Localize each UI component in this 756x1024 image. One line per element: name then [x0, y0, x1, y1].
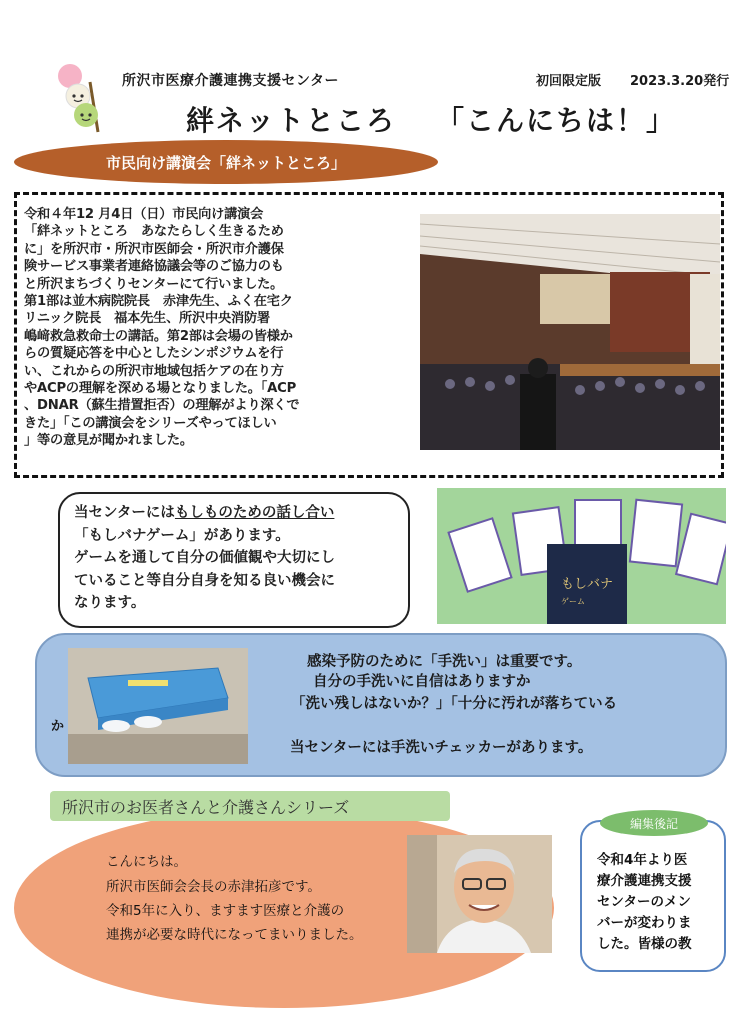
series-line: 連携が必要な時代になってまいりました。	[106, 927, 363, 943]
lecture-line: に」を所沢市・所沢市医師会・所沢市介護保	[24, 241, 284, 257]
dango-logo-icon	[50, 62, 102, 134]
moshibana-line1-prefix: 当センターには	[74, 505, 175, 521]
moshibana-line: なります。	[74, 595, 146, 611]
handwash-line3: 「洗い残しはないか？」「十分に汚れが落ちている	[291, 696, 618, 712]
lecture-line: リニック院長 福本先生、所沢中央消防署	[24, 311, 270, 327]
editor-note-text	[597, 850, 713, 955]
series-banner: 所沢市のお医者さんと介護さんシリーズ	[50, 791, 450, 821]
moshibana-line	[74, 502, 404, 525]
editor-note-line: バーが変わりま	[597, 915, 692, 931]
editor-note-line: 療介護連携支援	[597, 873, 692, 889]
moshibana-text	[74, 502, 404, 615]
lecture-line: 「絆ネットところ あなたらしく生きるため	[24, 224, 284, 240]
moshibana-line: 「もしバナゲーム」があります。	[74, 527, 290, 544]
handwash-line4: 当センターには手洗いチェッカーがあります。	[290, 740, 593, 756]
lecture-banner: 市民向け講演会「絆ネットところ」	[14, 140, 438, 184]
handwash-line2: 自分の手洗いに自信はありますか	[313, 674, 531, 690]
lecture-line: い、これからの所沢市地域包括ケアの在り方	[24, 363, 284, 379]
doctor-portrait-photo	[407, 835, 552, 953]
newsletter-title	[186, 99, 676, 139]
lecture-line: 」等の意見が聞かれました。	[24, 433, 193, 449]
series-line: 令和5年に入り、ますます医療と介護の	[106, 903, 345, 919]
title-right: 「こんにちは！」	[436, 104, 677, 137]
editor-note-line: 令和4年より医	[597, 852, 688, 868]
lecture-line: 、DNAR（蘇生措置拒否）の理解がより深くで	[24, 398, 300, 414]
lecture-hall-photo	[420, 214, 720, 450]
title-left: 絆ネットところ	[186, 104, 397, 137]
edition-label: 初回限定版	[536, 74, 602, 89]
lecture-line: 嶋﨑救急救命士の講話。第2部は会場の皆様か	[24, 328, 293, 344]
lecture-line: 険サービス事業者連絡協議会等のご協力のも	[24, 259, 284, 275]
cards-box-sublabel: ゲーム	[561, 597, 585, 606]
moshibana-line: ゲームを通して自分の価値観や大切にし	[74, 550, 335, 566]
hand-checker-photo	[68, 648, 248, 764]
series-line: こんにちは。	[106, 854, 187, 870]
series-line: 所沢市医師会会長の赤津拓彦です。	[106, 879, 321, 895]
organization-name: 所沢市医療介護連携支援センター	[122, 73, 339, 89]
lecture-line: きた」「この講演会をシリーズやってほしい	[24, 415, 277, 431]
editor-note-line: した。皆様の教	[597, 936, 692, 952]
lecture-line: らの質疑応答を中心としたシンポジウムを行	[24, 346, 284, 362]
lecture-line: やACPの理解を深める場となりました。「ACP	[24, 381, 297, 397]
lecture-line: 第1部は並木病院院長 赤津先生、ふく在宅ク	[24, 294, 293, 310]
moshibana-line: ていること等自分自身を知る良い機会に	[74, 572, 335, 589]
moshibana-cards-photo	[437, 488, 726, 624]
handwash-line1: 感染予防のために「手洗い」は重要です。	[307, 654, 582, 670]
moshibana-underlined: もしものための話し合い	[174, 505, 335, 521]
lecture-line: と所沢まちづくりセンターにて行いました。	[24, 276, 284, 292]
handwash-line3-tail: か	[51, 719, 65, 734]
lecture-line: 令和４年12 月4日（日）市民向け講演会	[24, 207, 264, 222]
issue-date: 2023.3.20発行	[630, 74, 730, 89]
editor-note-line: センターのメン	[597, 894, 691, 910]
cards-box-label: もしバナ	[561, 577, 614, 592]
lecture-text	[24, 206, 412, 450]
editor-note-tag: 編集後記	[600, 810, 708, 836]
